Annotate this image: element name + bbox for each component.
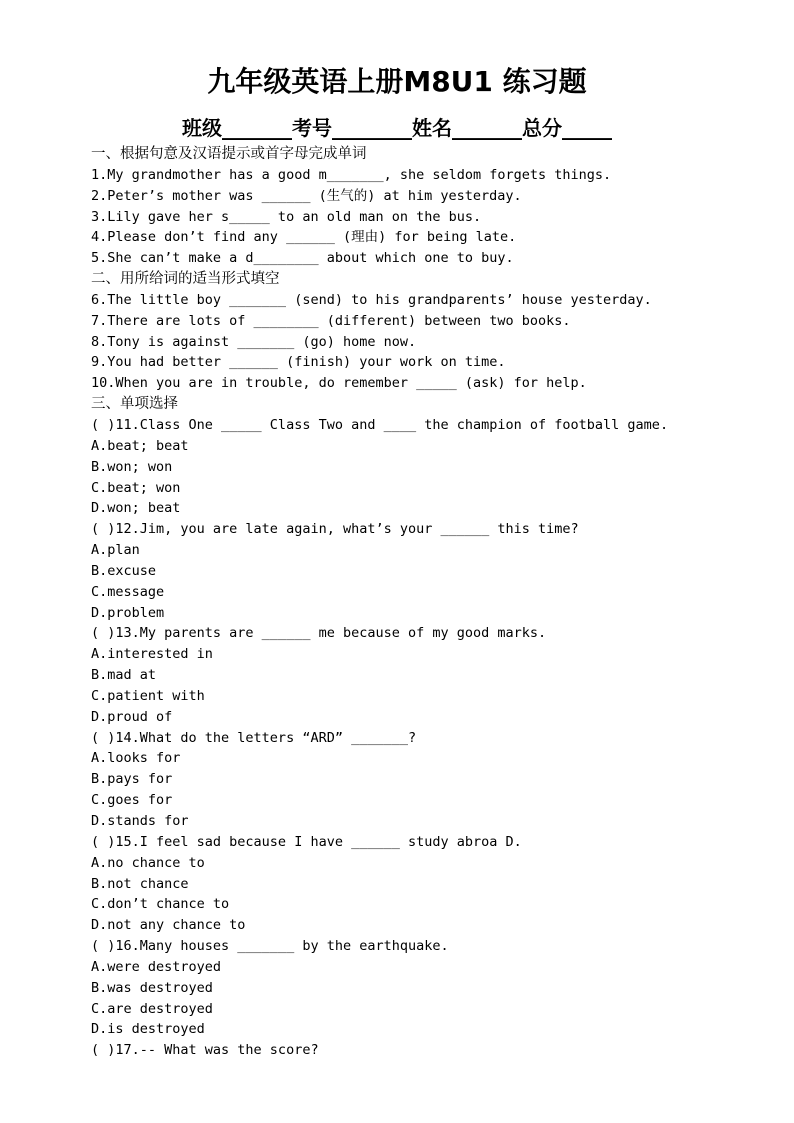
exercise-line: ( )13.My parents are ______ me because of my good marks.	[91, 625, 547, 642]
exercise-line: D.not any chance to	[91, 917, 246, 934]
exercise-line: 8.Tony is against _______ (go) home now.	[91, 333, 417, 350]
exercise-content	[91, 144, 771, 1061]
exercise-line: A.were destroyed	[91, 958, 222, 975]
exercise-line: A.interested in	[91, 646, 213, 663]
exercise-line: ( )14.What do the letters “ARD” _______?	[91, 729, 417, 746]
exercise-line: C.beat; won	[91, 479, 181, 496]
exercise-line: D.won; beat	[91, 500, 181, 517]
exercise-line: 10.When you are in trouble, do remember _____ (ask) for help.	[91, 375, 587, 392]
exercise-line: B.pays for	[91, 771, 173, 788]
exercise-line: B.was destroyed	[91, 979, 213, 996]
exercise-line: 5.She can’t make a d________ about which one to buy.	[91, 250, 514, 267]
exercise-line: ( )12.Jim, you are late again, what’s your ______ this time?	[91, 521, 579, 538]
exercise-line: 1.My grandmother has a good m_______, she seldom forgets things.	[91, 166, 612, 183]
exercise-line: 9.You had better ______ (finish) your work on time.	[91, 354, 506, 371]
exercise-line: A.no chance to	[91, 854, 205, 871]
exercise-line: D.stands for	[91, 813, 189, 829]
exercise-line: ( )11.Class One _____ Class Two and ____ the champion of football game.	[91, 416, 669, 433]
exercise-line: C.message	[91, 583, 165, 600]
exercise-line: D.proud of	[91, 708, 173, 725]
exercise-line: 7.There are lots of ________ (different) between two books.	[91, 312, 571, 329]
exercise-line: D.problem	[91, 604, 165, 621]
page-title: 九年级英语上册M8U1 练习题	[207, 65, 587, 98]
exercise-line: ( )15.I feel sad because I have ______ study abroa D.	[91, 833, 522, 850]
section-heading: 二、用所给词的适当形式填空	[91, 271, 280, 288]
exercise-line: ( )17.-- What was the score?	[91, 1042, 319, 1059]
exercise-line: D.is destroyed	[91, 1021, 205, 1038]
exercise-line: B.won; won	[91, 458, 173, 475]
exercise-line: A.plan	[91, 542, 140, 559]
exercise-line: A.beat; beat	[91, 437, 189, 454]
section-heading: 一、根据句意及汉语提示或首字母完成单词	[91, 146, 367, 162]
exercise-line: B.mad at	[91, 667, 157, 684]
exercise-line: C.goes for	[91, 792, 173, 809]
exercise-line: 4.Please don’t find any ______ (理由) for being late.	[91, 229, 517, 246]
exercise-line: 3.Lily gave her s_____ to an old man on the bus.	[91, 208, 482, 225]
exercise-line: C.patient with	[91, 687, 205, 704]
exercise-line: C.don’t chance to	[91, 896, 230, 913]
student-info-line: 班级_______考号________姓名_______总分_____	[182, 116, 612, 140]
exercise-line: B.excuse	[91, 562, 157, 579]
exercise-line: A.looks for	[91, 750, 181, 767]
exercise-line: 6.The little boy _______ (send) to his grandparents’ house yesterday.	[91, 291, 652, 308]
exercise-line: C.are destroyed	[91, 1000, 213, 1017]
section-heading: 三、单项选择	[91, 396, 178, 413]
exercise-line: B.not chance	[91, 875, 189, 892]
exercise-line: ( )16.Many houses _______ by the earthquake.	[91, 938, 449, 955]
exercise-line: 2.Peter’s mother was ______ (生气的) at him yesterday.	[91, 187, 522, 204]
